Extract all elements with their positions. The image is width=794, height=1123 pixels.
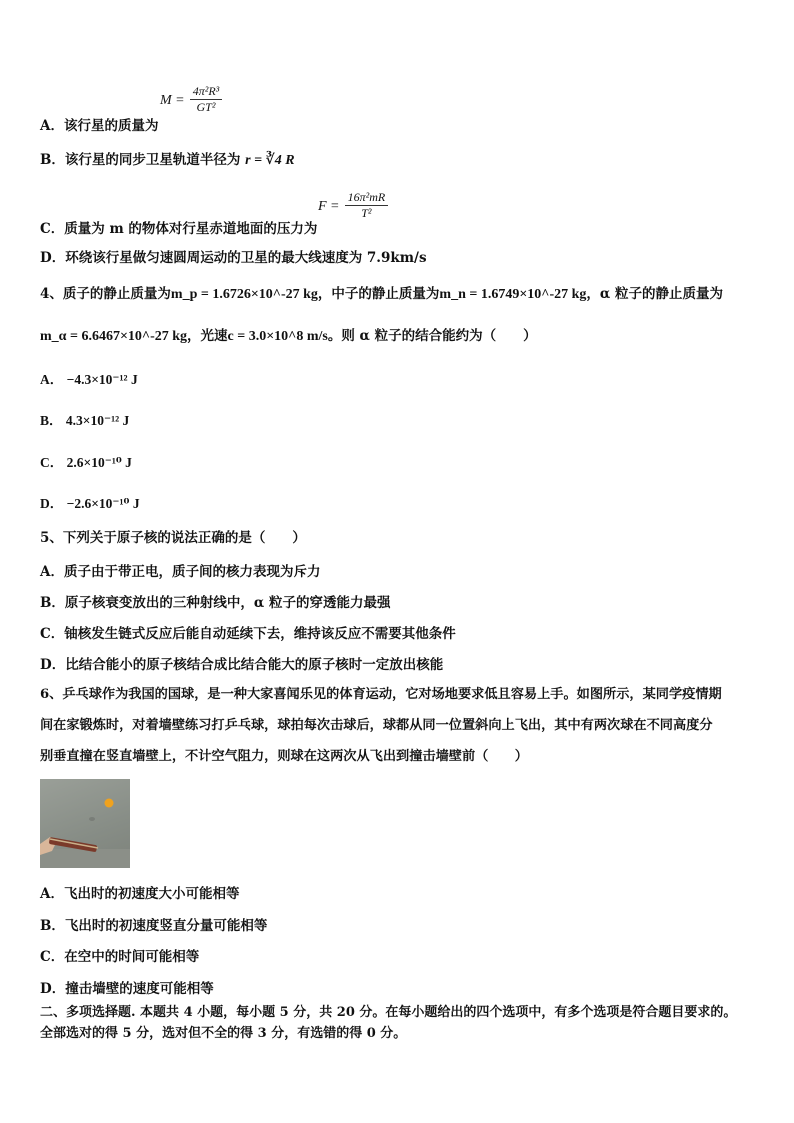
q4-text: ，中子的静止质量为 <box>317 286 440 302</box>
q4-stem-line2 <box>40 326 537 347</box>
formula-fraction <box>190 84 223 115</box>
option-b-prev <box>40 150 295 171</box>
q4-text: 4、质子的静止质量为 <box>40 286 171 302</box>
q5-option-a: A．质子由于带正电，质子间的核力表现为斥力 <box>40 564 321 580</box>
ball-shadow <box>89 817 95 821</box>
ping-pong-photo <box>40 779 130 868</box>
q6-stem-line3: 别垂直撞在竖直墙壁上，不计空气阻力，则球在这两次从飞出到撞击墙壁前（ ） <box>40 749 528 764</box>
q5-option-c: C．铀核发生链式反应后能自动延续下去，维持该反应不需要其他条件 <box>40 626 456 642</box>
formula-fraction <box>345 190 389 221</box>
q4-option-a: A． −4.3×10⁻¹² J <box>40 372 138 387</box>
q4-option-d: D． −2.6×10⁻¹⁰ J <box>40 496 140 511</box>
option-label: A．该行星的质量为 <box>40 118 159 134</box>
q4-text: 。则 α 粒子的结合能约为（ ） <box>327 328 537 344</box>
q6-option-d: D．撞击墙壁的速度可能相等 <box>40 981 214 997</box>
formula-numerator: 16π²mR <box>345 190 389 206</box>
ping-pong-ball <box>105 799 114 808</box>
formula-lhs: F = <box>318 199 340 214</box>
option-a-prev <box>40 116 158 136</box>
q5-stem: 5、下列关于原子核的说法正确的是（ ） <box>40 530 306 546</box>
q4-option-c: C． 2.6×10⁻¹⁰ J <box>40 455 132 470</box>
q6-option-b: B．飞出时的初速度竖直分量可能相等 <box>40 918 268 934</box>
photo-floor <box>40 849 130 868</box>
q4-text: ，光速 <box>187 328 228 344</box>
option-d-prev <box>40 248 427 268</box>
ping-pong-illustration <box>40 779 130 868</box>
formula-denominator: GT² <box>196 100 216 114</box>
option-label: B．该行星的同步卫星轨道半径为 <box>40 152 241 168</box>
section2-instructions-line1: 二、多项选择题. 本题共 4 小题，每小题 5 分，共 20 分。在每小题给出的四个选项中，有多个选项是符合题目要求的。 <box>40 1005 737 1020</box>
alpha-mass: m_α = 6.6467×10^-27 kg <box>40 329 188 344</box>
q4-text: ，α 粒子的静止质量为 <box>586 286 723 302</box>
proton-mass: m_p = 1.6726×10^-27 kg <box>170 287 318 302</box>
q5-option-b: B．原子核衰变放出的三种射线中，α 粒子的穿透能力最强 <box>40 595 391 611</box>
formula-denominator: T² <box>361 206 372 220</box>
q4-option-b: B． 4.3×10⁻¹² J <box>40 413 130 428</box>
q6-stem-line1: 6、乒乓球作为我国的国球，是一种大家喜闻乐见的体育运动，它对场地要求低且容易上手。如图所示，某同学疫情期 <box>40 687 722 702</box>
section2-instructions-line2: 全部选对的得 5 分，选对但不全的得 3 分，有选错的得 0 分。 <box>40 1026 407 1041</box>
neutron-mass: m_n = 1.6749×10^-27 kg <box>439 287 587 302</box>
q6-option-a: A．飞出时的初速度大小可能相等 <box>40 886 240 902</box>
force-formula <box>318 190 388 221</box>
orbit-radius-formula: r = ∛4 R <box>245 153 295 168</box>
q4-stem-line1 <box>40 284 723 305</box>
q5-option-d: D．比结合能小的原子核结合成比结合能大的原子核时一定放出核能 <box>40 657 444 673</box>
q6-option-c: C．在空中的时间可能相等 <box>40 949 200 965</box>
formula-numerator: 4π²R³ <box>190 84 223 100</box>
q6-stem-line2: 间在家锻炼时，对着墙壁练习打乒乓球，球拍每次击球后，球都从同一位置斜向上飞出，其中有两次球在不同高度分 <box>40 718 713 733</box>
option-text: D．环绕该行星做匀速圆周运动的卫星的最大线速度为 7.9km/s <box>40 250 427 266</box>
mass-formula <box>160 84 222 115</box>
option-c-prev <box>40 219 317 239</box>
formula-lhs: M = <box>160 93 185 108</box>
light-speed: c = 3.0×10^8 m/s <box>227 329 328 344</box>
option-label: C．质量为 m 的物体对行星赤道地面的压力为 <box>40 221 318 237</box>
